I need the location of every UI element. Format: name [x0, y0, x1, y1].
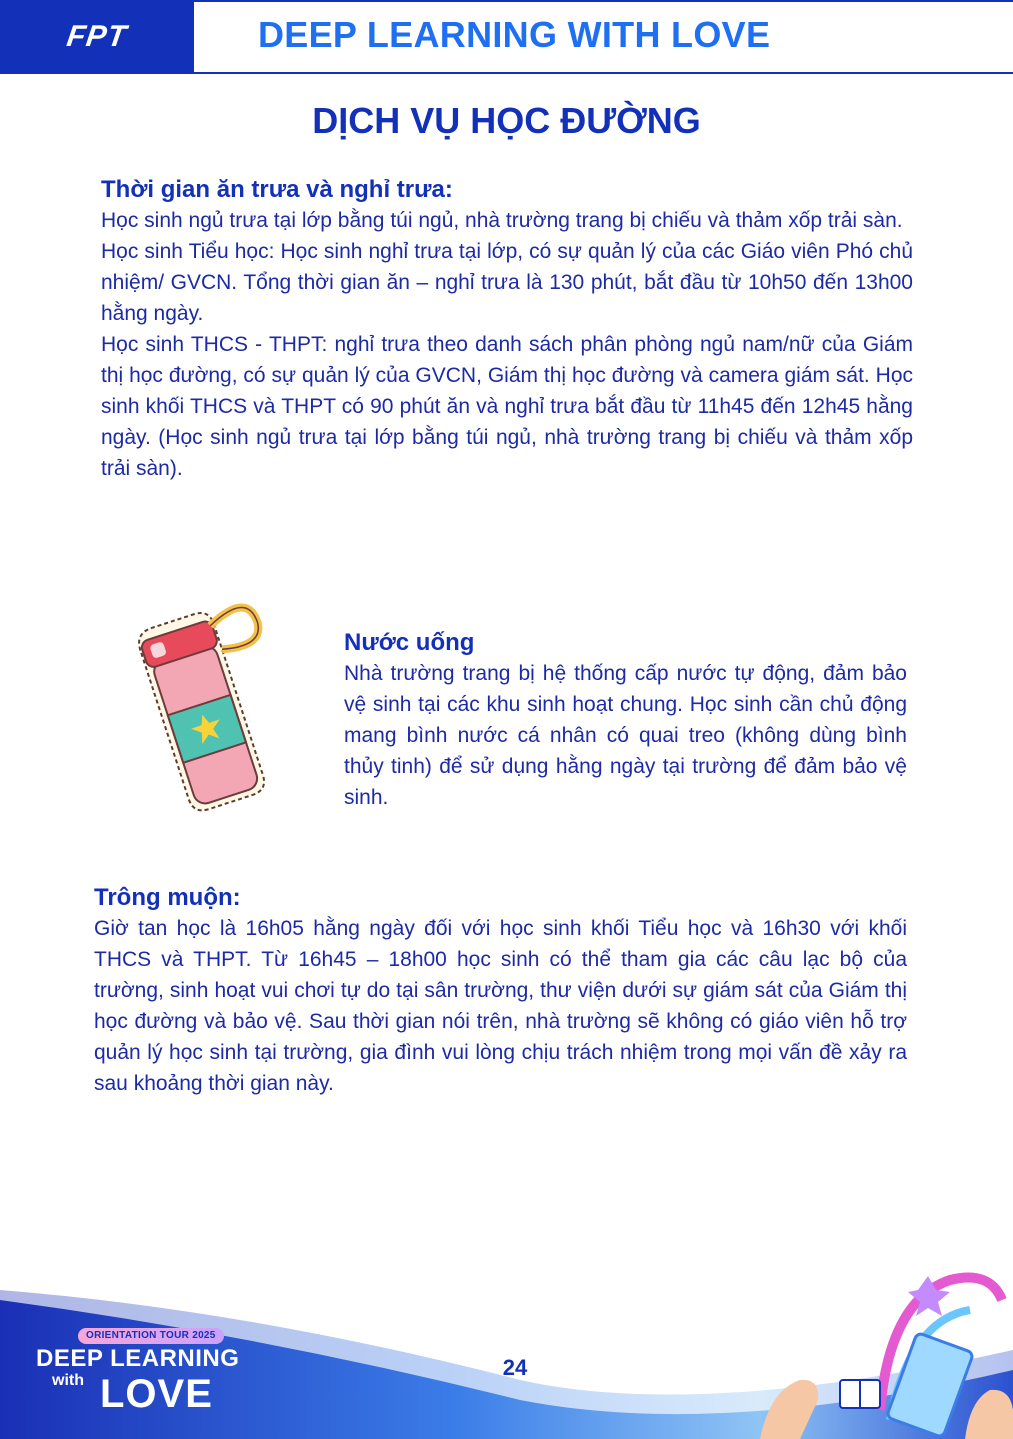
late-pickup-section — [94, 882, 907, 1099]
water-bottle-illustration — [130, 592, 300, 812]
lunch-paragraph-1: Học sinh ngủ trưa tại lớp bằng túi ngủ, nhà trường trang bị chiếu và thảm xốp trải sàn. — [101, 209, 903, 232]
lunch-heading: Thời gian ăn trưa và nghỉ trưa: — [101, 176, 453, 203]
decorative-hands-book-illustration — [740, 1260, 1013, 1439]
water-heading: Nước uống — [344, 629, 475, 656]
fpt-logo-text: FPT — [64, 20, 130, 53]
lunch-paragraph-3: Học sinh THCS - THPT: nghỉ trưa theo danh sách phân phòng ngủ nam/nữ của Giám thị học đường, có sự quản lý của GVCN, Giám thị học đường và camera giám sát. Học sinh khối THCS và THPT có 90 phút ăn và nghỉ trưa bắt đầu từ 11h45 đến 12h45 hằng ngày. (Học sinh ngủ trưa tại lớp bằng túi ngủ, nhà trường trang bị chiếu và thảm xốp trải sàn). — [101, 333, 913, 480]
footer-brand-love: LOVE — [100, 1372, 213, 1416]
late-pickup-heading: Trông muộn: — [94, 884, 241, 911]
lunch-paragraph-2: Học sinh Tiểu học: Học sinh nghỉ trưa tại lớp, có sự quản lý của các Giáo viên Phó chủ nhiệm/ GVCN. Tổng thời gian ăn – nghỉ trưa là 130 phút, bắt đầu từ 10h50 đến 13h00 hằng ngày. — [101, 240, 913, 325]
page-number: 24 — [502, 1355, 528, 1380]
late-pickup-paragraph: Giờ tan học là 16h05 hằng ngày đối với học sinh khối Tiểu học và 16h30 với khối THCS và THPT. Từ 16h45 – 18h00 học sinh có thể tham gia các câu lạc bộ của trường, sinh hoạt vui chơi tự do tại sân trường, thư viện dưới sự giám sát của Giám thị học đường và bảo vệ. Sau thời gian nói trên, nhà trường sẽ không có giáo viên hỗ trợ quản lý học sinh tại trường, gia đình vui lòng chịu trách nhiệm trong mọi vấn đề xảy ra sau khoảng thời gian này. — [94, 917, 907, 1095]
orientation-tour-badge: ORIENTATION TOUR 2025 — [78, 1328, 224, 1344]
lunch-section — [101, 174, 913, 484]
fpt-logo — [0, 0, 194, 74]
header-rule-top — [194, 0, 1013, 2]
footer-brand-with: with — [52, 1372, 84, 1389]
water-paragraph: Nhà trường trang bị hệ thống cấp nước tự động, đảm bảo vệ sinh tại các khu sinh hoạt chung. Học sinh cần chủ động mang bình nước cá nhân có quai treo (không dùng bình thủy tinh) để sử dụng hằng ngày tại trường để đảm bảo vệ sinh. — [344, 662, 907, 809]
header-title: DEEP LEARNING WITH LOVE — [258, 14, 771, 55]
footer-brand-deep-learning: DEEP LEARNING — [36, 1345, 240, 1372]
water-section — [344, 627, 907, 813]
header-rule-bottom — [194, 72, 1013, 74]
page-title: DỊCH VỤ HỌC ĐƯỜNG — [312, 100, 701, 141]
